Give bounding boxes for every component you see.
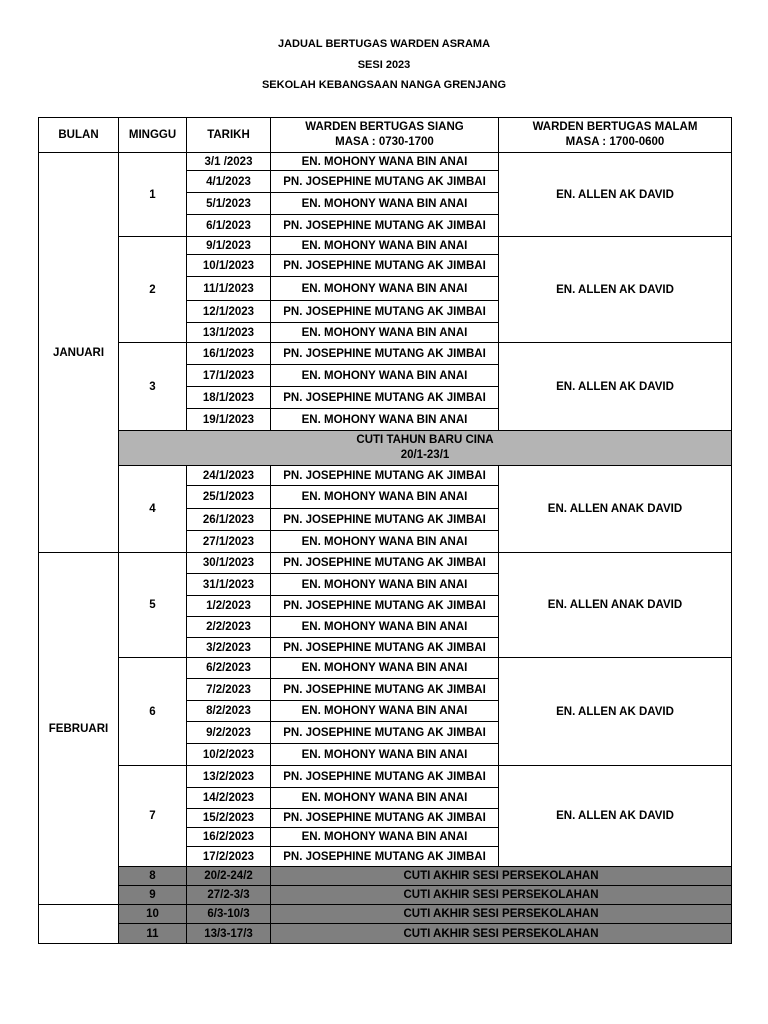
table-row: [39, 153, 732, 171]
week-number: 2: [119, 237, 187, 343]
table-row: [39, 553, 732, 574]
day-warden-cell: EN. MOHONY WANA BIN ANAI: [271, 323, 499, 343]
date-cell: 15/2/2023: [187, 809, 271, 828]
table-row: [39, 658, 732, 679]
session-title: SESI 2023: [357, 59, 411, 71]
holiday-label: CUTI AKHIR SESI PERSEKOLAHAN: [271, 924, 732, 944]
night-warden-cell: EN. ALLEN AK DAVID: [499, 237, 732, 343]
cny-break-label: CUTI TAHUN BARU CINA: [356, 434, 494, 446]
date-cell: 7/2/2023: [187, 679, 271, 701]
day-warden-cell: EN. MOHONY WANA BIN ANAI: [271, 277, 499, 301]
date-cell: 31/1/2023: [187, 574, 271, 596]
day-warden-cell: PN. JOSEPHINE MUTANG AK JIMBAI: [271, 343, 499, 365]
week-number: 4: [119, 466, 187, 553]
date-cell: 18/1/2023: [187, 387, 271, 409]
header-minggu: MINGGU: [119, 118, 187, 153]
day-warden-cell: PN. JOSEPHINE MUTANG AK JIMBAI: [271, 679, 499, 701]
header-night-warden-time: MASA : 1700-0600: [565, 136, 665, 148]
date-cell: 9/1/2023: [187, 237, 271, 255]
header-day-warden-label: WARDEN BERTUGAS SIANG: [305, 121, 464, 133]
day-warden-cell: EN. MOHONY WANA BIN ANAI: [271, 531, 499, 553]
holiday-week: 8: [119, 867, 187, 886]
night-warden-cell: EN. ALLEN AK DAVID: [499, 153, 732, 237]
day-warden-cell: EN. MOHONY WANA BIN ANAI: [271, 153, 499, 171]
date-cell: 3/2/2023: [187, 638, 271, 658]
holiday-label: CUTI AKHIR SESI PERSEKOLAHAN: [271, 886, 732, 905]
day-warden-cell: EN. MOHONY WANA BIN ANAI: [271, 788, 499, 809]
header-day-warden-time: MASA : 0730-1700: [335, 136, 434, 148]
day-warden-cell: PN. JOSEPHINE MUTANG AK JIMBAI: [271, 766, 499, 788]
date-cell: 10/1/2023: [187, 255, 271, 277]
date-cell: 27/1/2023: [187, 531, 271, 553]
holiday-range: 27/2-3/3: [187, 886, 271, 905]
date-cell: 5/1/2023: [187, 193, 271, 215]
day-warden-cell: PN. JOSEPHINE MUTANG AK JIMBAI: [271, 466, 499, 486]
month-empty-cell: [39, 905, 119, 944]
day-warden-cell: EN. MOHONY WANA BIN ANAI: [271, 409, 499, 431]
date-cell: 14/2/2023: [187, 788, 271, 809]
header-bulan: BULAN: [39, 118, 119, 153]
date-cell: 8/2/2023: [187, 701, 271, 722]
date-cell: 9/2/2023: [187, 722, 271, 744]
day-warden-cell: EN. MOHONY WANA BIN ANAI: [271, 486, 499, 509]
day-warden-cell: PN. JOSEPHINE MUTANG AK JIMBAI: [271, 596, 499, 617]
date-cell: 19/1/2023: [187, 409, 271, 431]
day-warden-cell: PN. JOSEPHINE MUTANG AK JIMBAI: [271, 847, 499, 867]
day-warden-cell: EN. MOHONY WANA BIN ANAI: [271, 365, 499, 387]
day-warden-cell: PN. JOSEPHINE MUTANG AK JIMBAI: [271, 722, 499, 744]
cny-break-dates: 20/1-23/1: [400, 449, 450, 461]
night-warden-cell: EN. ALLEN AK DAVID: [499, 343, 732, 431]
date-cell: 17/2/2023: [187, 847, 271, 867]
week-number: 6: [119, 658, 187, 766]
date-cell: 12/1/2023: [187, 301, 271, 323]
header-night-warden-label: WARDEN BERTUGAS MALAM: [532, 121, 698, 133]
holiday-row: [39, 924, 732, 944]
table-row: [39, 766, 732, 788]
document-title: JADUAL BERTUGAS WARDEN ASRAMA: [277, 38, 491, 50]
holiday-week: 11: [119, 924, 187, 944]
date-cell: 16/1/2023: [187, 343, 271, 365]
night-warden-cell: EN. ALLEN AK DAVID: [499, 658, 732, 766]
header-day-warden: [271, 118, 499, 153]
date-cell: 6/2/2023: [187, 658, 271, 679]
date-cell: 25/1/2023: [187, 486, 271, 509]
header-night-warden: [499, 118, 732, 153]
date-cell: 6/1/2023: [187, 215, 271, 237]
day-warden-cell: PN. JOSEPHINE MUTANG AK JIMBAI: [271, 171, 499, 193]
date-cell: 2/2/2023: [187, 617, 271, 638]
date-cell: 4/1/2023: [187, 171, 271, 193]
month-februari: FEBRUARI: [39, 553, 119, 905]
date-cell: 11/1/2023: [187, 277, 271, 301]
week-number: 1: [119, 153, 187, 237]
day-warden-cell: PN. JOSEPHINE MUTANG AK JIMBAI: [271, 553, 499, 574]
school-name: SEKOLAH KEBANGSAAN NANGA GRENJANG: [261, 79, 507, 91]
day-warden-cell: EN. MOHONY WANA BIN ANAI: [271, 237, 499, 255]
cny-break-row: [39, 431, 732, 466]
date-cell: 10/2/2023: [187, 744, 271, 766]
day-warden-cell: PN. JOSEPHINE MUTANG AK JIMBAI: [271, 387, 499, 409]
holiday-label: CUTI AKHIR SESI PERSEKOLAHAN: [271, 867, 732, 886]
date-cell: 24/1/2023: [187, 466, 271, 486]
day-warden-cell: EN. MOHONY WANA BIN ANAI: [271, 701, 499, 722]
week-number: 7: [119, 766, 187, 867]
table-row: [39, 237, 732, 255]
header-tarikh: TARIKH: [187, 118, 271, 153]
cny-break-cell: [119, 431, 732, 466]
day-warden-cell: PN. JOSEPHINE MUTANG AK JIMBAI: [271, 215, 499, 237]
holiday-week: 9: [119, 886, 187, 905]
day-warden-cell: EN. MOHONY WANA BIN ANAI: [271, 658, 499, 679]
day-warden-cell: EN. MOHONY WANA BIN ANAI: [271, 617, 499, 638]
holiday-row: [39, 886, 732, 905]
day-warden-cell: PN. JOSEPHINE MUTANG AK JIMBAI: [271, 301, 499, 323]
table-row: [39, 466, 732, 486]
day-warden-cell: PN. JOSEPHINE MUTANG AK JIMBAI: [271, 809, 499, 828]
header-row: [39, 118, 732, 153]
month-januari: JANUARI: [39, 153, 119, 553]
duty-roster-table: [38, 117, 732, 944]
day-warden-cell: PN. JOSEPHINE MUTANG AK JIMBAI: [271, 509, 499, 531]
date-cell: 26/1/2023: [187, 509, 271, 531]
date-cell: 1/2/2023: [187, 596, 271, 617]
day-warden-cell: PN. JOSEPHINE MUTANG AK JIMBAI: [271, 638, 499, 658]
date-cell: 13/2/2023: [187, 766, 271, 788]
day-warden-cell: EN. MOHONY WANA BIN ANAI: [271, 193, 499, 215]
date-cell: 3/1 /2023: [187, 153, 271, 171]
holiday-week: 10: [119, 905, 187, 924]
night-warden-cell: EN. ALLEN ANAK DAVID: [499, 553, 732, 658]
holiday-label: CUTI AKHIR SESI PERSEKOLAHAN: [271, 905, 732, 924]
night-warden-cell: EN. ALLEN ANAK DAVID: [499, 466, 732, 553]
day-warden-cell: PN. JOSEPHINE MUTANG AK JIMBAI: [271, 255, 499, 277]
date-cell: 30/1/2023: [187, 553, 271, 574]
holiday-range: 6/3-10/3: [187, 905, 271, 924]
week-number: 5: [119, 553, 187, 658]
day-warden-cell: EN. MOHONY WANA BIN ANAI: [271, 574, 499, 596]
day-warden-cell: EN. MOHONY WANA BIN ANAI: [271, 744, 499, 766]
date-cell: 17/1/2023: [187, 365, 271, 387]
date-cell: 13/1/2023: [187, 323, 271, 343]
night-warden-cell: EN. ALLEN AK DAVID: [499, 766, 732, 867]
holiday-range: 13/3-17/3: [187, 924, 271, 944]
week-number: 3: [119, 343, 187, 431]
date-cell: 16/2/2023: [187, 828, 271, 847]
holiday-row: [39, 905, 732, 924]
day-warden-cell: EN. MOHONY WANA BIN ANAI: [271, 828, 499, 847]
holiday-range: 20/2-24/2: [187, 867, 271, 886]
holiday-row: [39, 867, 732, 886]
table-row: [39, 343, 732, 365]
